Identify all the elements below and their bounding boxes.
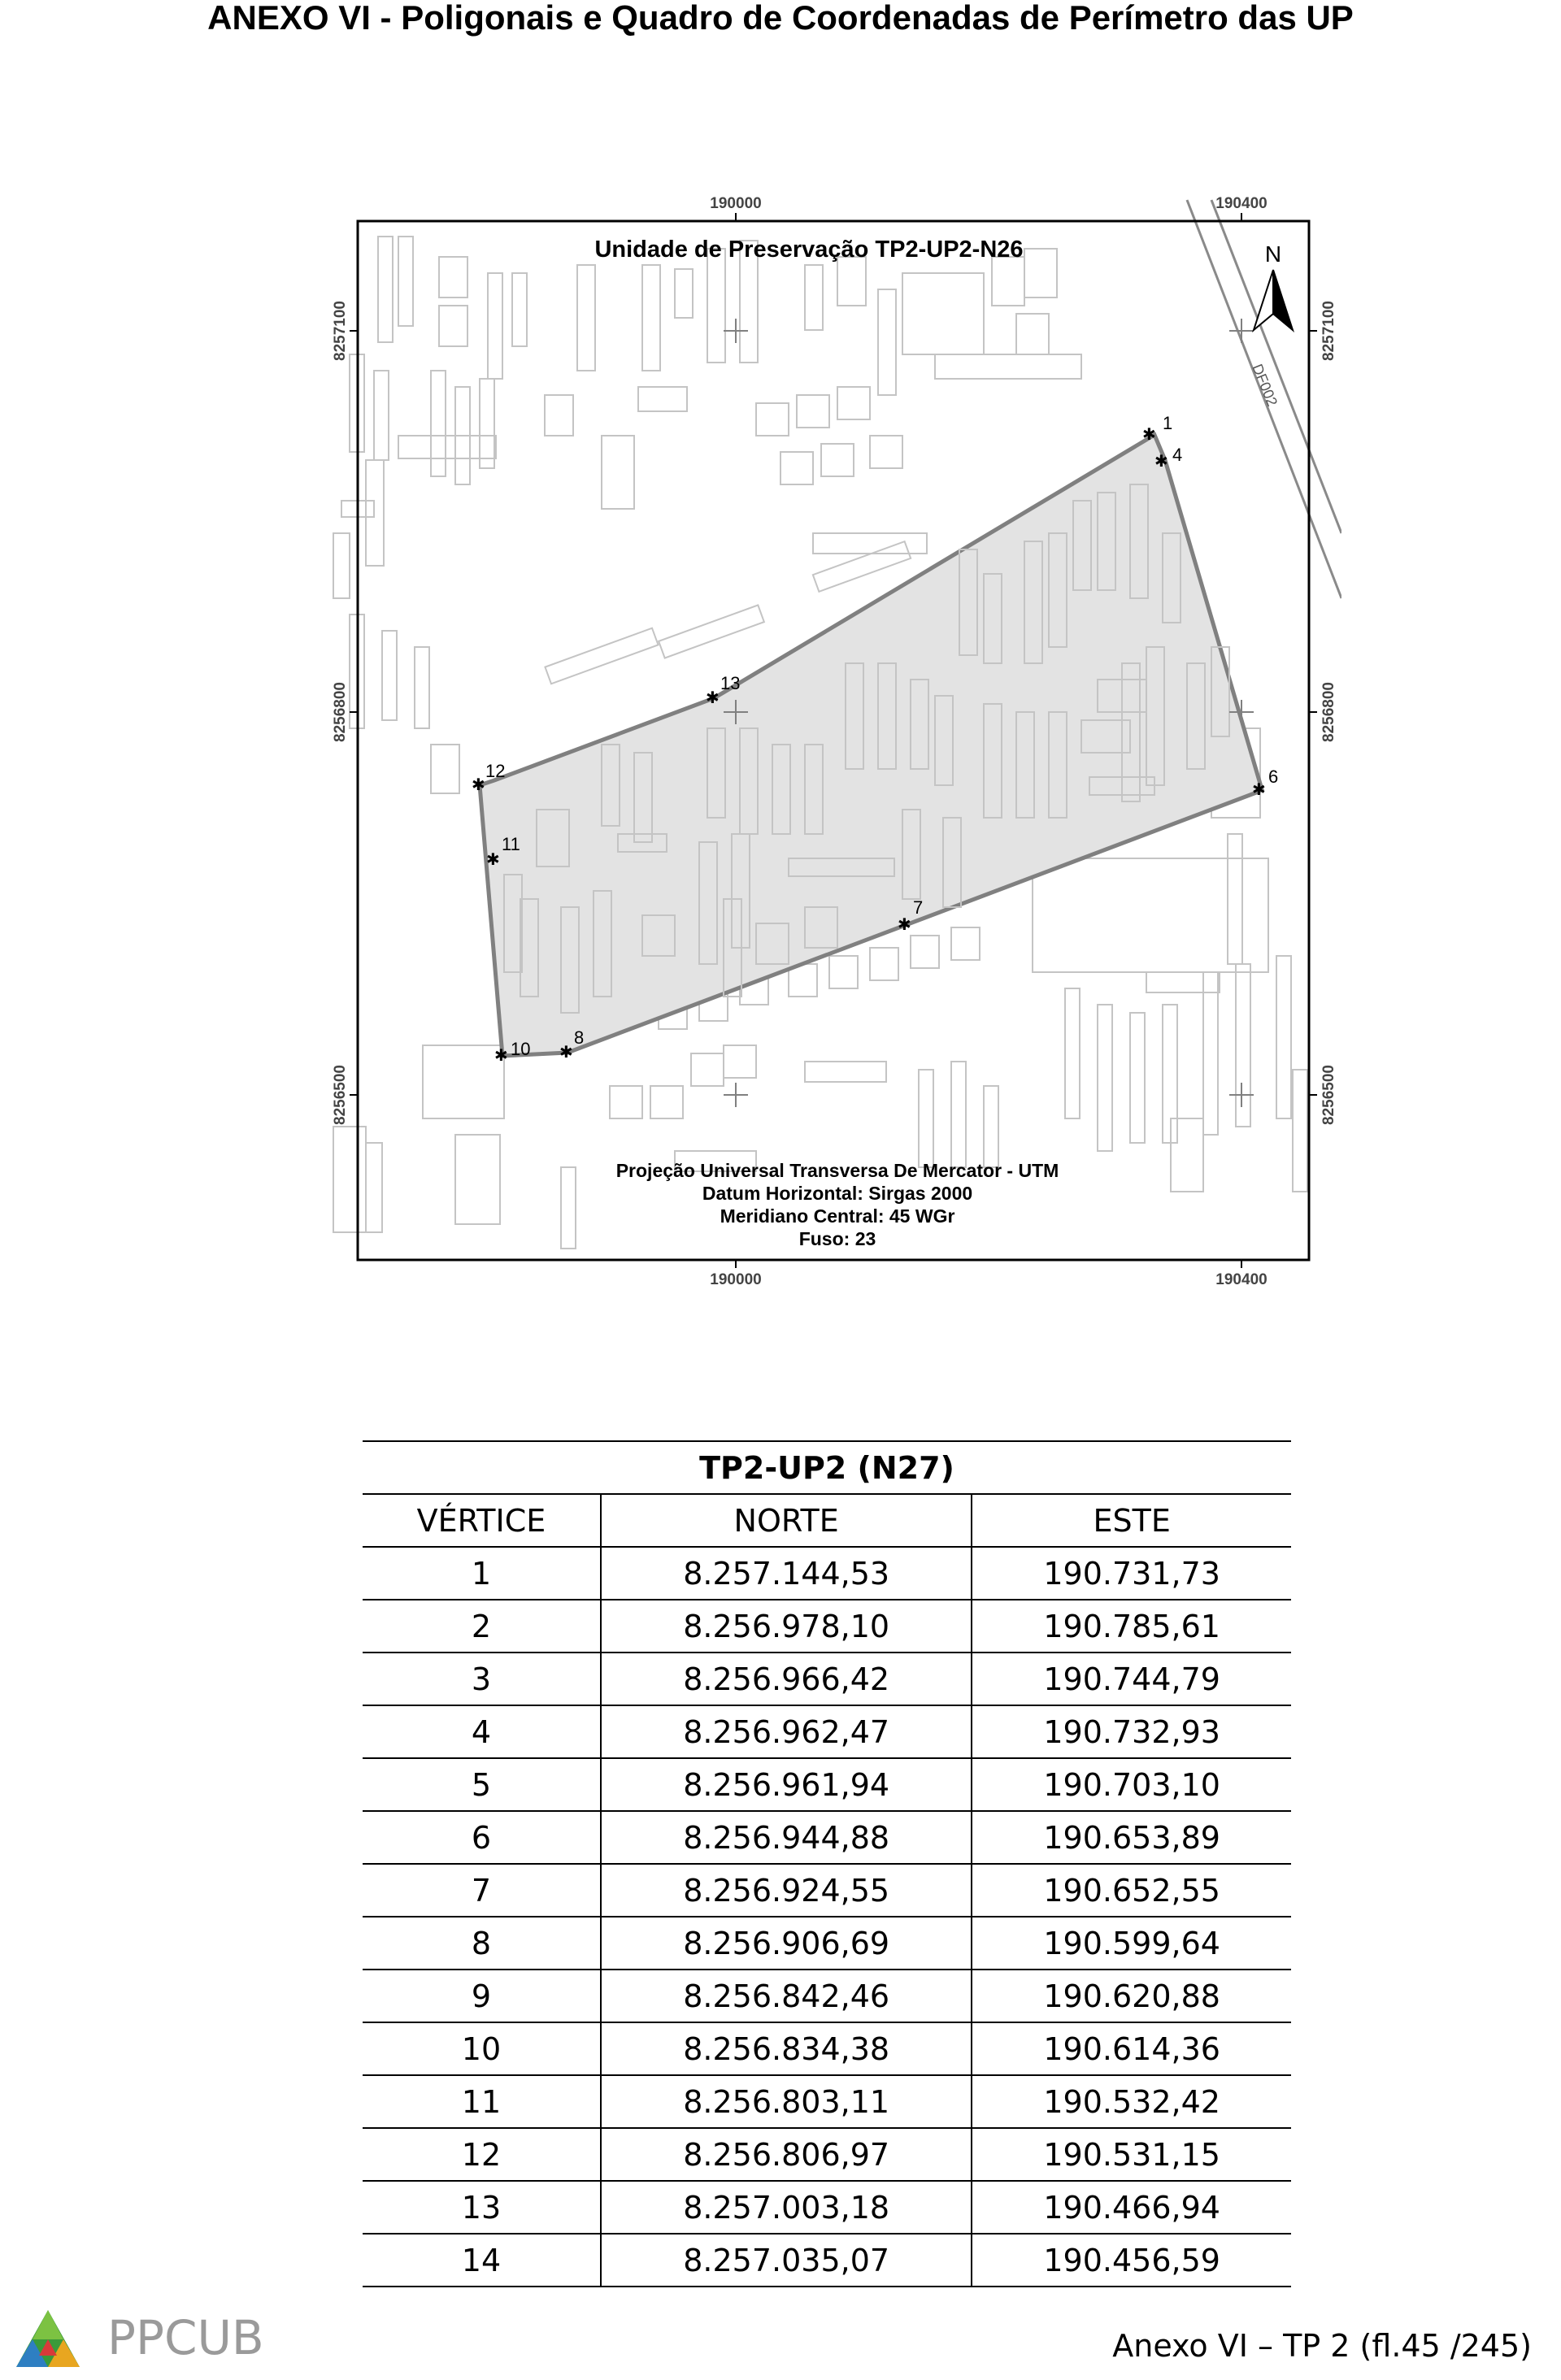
svg-text:6: 6: [1268, 767, 1279, 787]
vertex-cell: 11: [363, 2075, 601, 2128]
header-norte: NORTE: [601, 1494, 972, 1547]
este-cell: 190.599,64: [972, 1917, 1291, 1970]
este-cell: 190.531,15: [972, 2128, 1291, 2181]
norte-cell: 8.256.806,97: [601, 2128, 972, 2181]
svg-text:✱: ✱: [1142, 426, 1156, 444]
table-row: [363, 1600, 1291, 1653]
table-row: [363, 1864, 1291, 1917]
header-este: ESTE: [972, 1494, 1291, 1547]
norte-cell: 8.256.962,47: [601, 1705, 972, 1758]
y-tick-8256800-right: 8256800: [1320, 682, 1337, 742]
svg-text:4: 4: [1172, 445, 1183, 465]
vertex-cell: 10: [363, 2022, 601, 2075]
norte-cell: 8.256.961,94: [601, 1758, 972, 1811]
este-cell: 190.466,94: [972, 2181, 1291, 2234]
svg-text:10: 10: [511, 1039, 531, 1059]
map-title: Unidade de Preservação TP2-UP2-N26: [594, 237, 1024, 263]
table-row: [363, 2075, 1291, 2128]
este-cell: 190.456,59: [972, 2234, 1291, 2287]
norte-cell: 8.256.966,42: [601, 1653, 972, 1705]
svg-text:8: 8: [574, 1027, 585, 1048]
vertex-cell: 12: [363, 2128, 601, 2181]
vertex-cell: 5: [363, 1758, 601, 1811]
svg-text:✱: ✱: [1252, 781, 1266, 799]
svg-text:✱: ✱: [472, 776, 485, 794]
vertex-cell: 6: [363, 1811, 601, 1864]
footer-brand: PPCUB: [107, 2310, 264, 2365]
map-canvas: [317, 192, 1341, 1289]
table-row: [363, 1705, 1291, 1758]
svg-text:✱: ✱: [706, 689, 720, 707]
y-tick-8256500-left: 8256500: [332, 1065, 349, 1125]
svg-text:✱: ✱: [494, 1047, 508, 1065]
este-cell: 190.731,73: [972, 1547, 1291, 1600]
vertex-cell: 9: [363, 1970, 601, 2022]
vertex-cell: 1: [363, 1547, 601, 1600]
x-tick-190400-top: 190400: [1215, 195, 1267, 212]
svg-text:✱: ✱: [1154, 453, 1168, 471]
svg-text:✱: ✱: [559, 1044, 573, 1062]
x-tick-190000-top: 190000: [710, 195, 762, 212]
north-arrow-icon: [1254, 241, 1293, 330]
vertex-cell: 4: [363, 1705, 601, 1758]
este-cell: 190.703,10: [972, 1758, 1291, 1811]
table-row: [363, 1547, 1291, 1600]
table-row: [363, 2181, 1291, 2234]
este-cell: 190.744,79: [972, 1653, 1291, 1705]
table-row: [363, 1970, 1291, 2022]
y-tick-8256800-left: 8256800: [332, 682, 349, 742]
norte-cell: 8.257.144,53: [601, 1547, 972, 1600]
table-body: [363, 1547, 1291, 2287]
table-row: [363, 1811, 1291, 1864]
y-tick-8257100-right: 8257100: [1320, 301, 1337, 361]
svg-text:12: 12: [485, 761, 506, 781]
table-header-row: [363, 1494, 1291, 1547]
table-title: TP2-UP2 (N27): [363, 1441, 1291, 1494]
norte-cell: 8.257.003,18: [601, 2181, 972, 2234]
header-vertice: VÉRTICE: [363, 1494, 601, 1547]
svg-text:✱: ✱: [898, 916, 911, 934]
svg-text:Meridiano Central: 45 WGr: Meridiano Central: 45 WGr: [720, 1205, 955, 1227]
x-tick-190000-bottom: 190000: [710, 1271, 762, 1288]
y-tick-8257100-left: 8257100: [332, 301, 349, 361]
table-row: [363, 2234, 1291, 2287]
x-tick-190400-bottom: 190400: [1215, 1271, 1267, 1288]
este-cell: 190.614,36: [972, 2022, 1291, 2075]
svg-text:✱: ✱: [486, 851, 500, 869]
svg-text:11: 11: [502, 834, 520, 854]
road-label: DF002: [1249, 362, 1281, 409]
coordinates-table: [363, 1440, 1291, 2287]
norte-cell: 8.256.906,69: [601, 1917, 972, 1970]
este-cell: 190.653,89: [972, 1811, 1291, 1864]
svg-text:Projeção Universal Transversa: Projeção Universal Transversa De Mercator - UTM: [615, 1160, 1059, 1181]
vertex-cell: 7: [363, 1864, 601, 1917]
table-row: [363, 1758, 1291, 1811]
vertex-cell: 8: [363, 1917, 601, 1970]
table-row: [363, 1653, 1291, 1705]
projection-info: [616, 1160, 1059, 1249]
vertex-cell: 14: [363, 2234, 601, 2287]
este-cell: 190.652,55: [972, 1864, 1291, 1917]
ppcub-logo-icon: [15, 2308, 81, 2369]
table-title-row: [363, 1441, 1291, 1494]
norte-cell: 8.256.978,10: [601, 1600, 972, 1653]
svg-text:1: 1: [1163, 413, 1173, 433]
norte-cell: 8.257.035,07: [601, 2234, 972, 2287]
vertex-cell: 3: [363, 1653, 601, 1705]
vertex-cell: 13: [363, 2181, 601, 2234]
este-cell: 190.620,88: [972, 1970, 1291, 2022]
svg-text:Fuso: 23: Fuso: 23: [798, 1228, 876, 1249]
norte-cell: 8.256.944,88: [601, 1811, 972, 1864]
vertex-cell: 2: [363, 1600, 601, 1653]
este-cell: 190.532,42: [972, 2075, 1291, 2128]
y-tick-8256500-right: 8256500: [1320, 1065, 1337, 1125]
este-cell: 190.785,61: [972, 1600, 1291, 1653]
norte-cell: 8.256.803,11: [601, 2075, 972, 2128]
table-row: [363, 1917, 1291, 1970]
table-row: [363, 2022, 1291, 2075]
svg-text:N: N: [1264, 241, 1282, 267]
svg-text:13: 13: [720, 673, 741, 693]
svg-text:Datum Horizontal: Sirgas 2000: Datum Horizontal: Sirgas 2000: [702, 1183, 973, 1204]
norte-cell: 8.256.834,38: [601, 2022, 972, 2075]
norte-cell: 8.256.842,46: [601, 1970, 972, 2022]
footer-page-number: Anexo VI – TP 2 (fl.45 /245): [1112, 2328, 1532, 2364]
page-title: ANEXO VI - Poligonais e Quadro de Coordenadas de Perímetro das UP: [207, 0, 1354, 37]
map-figure: [317, 192, 1341, 1289]
norte-cell: 8.256.924,55: [601, 1864, 972, 1917]
este-cell: 190.732,93: [972, 1705, 1291, 1758]
table-row: [363, 2128, 1291, 2181]
svg-text:7: 7: [913, 897, 924, 918]
